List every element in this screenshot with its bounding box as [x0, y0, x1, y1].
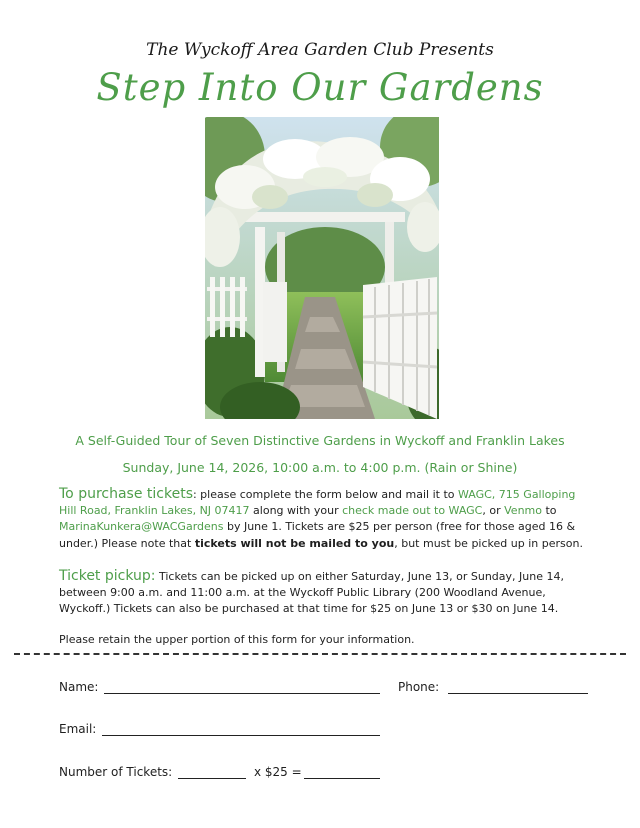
- presents-line: The Wyckoff Area Garden Club Presents: [146, 40, 494, 60]
- purchase-text-3: , or: [482, 504, 505, 518]
- garden-gate-photo: [205, 117, 439, 419]
- name-field[interactable]: [104, 693, 380, 694]
- cut-line: [14, 653, 626, 655]
- email-label: Email:: [59, 722, 97, 736]
- pickup-text: Tickets can be picked up on either Saturday, June 13, or Sunday, June 14, between 9:00 a.m. and 11:00 a.m. at the Wyckoff Public Library (200 Woodland Avenue, Wyckoff.) Tickets can also be purchased at that time for $25 on June 13 or $30 on June 14.: [59, 570, 564, 616]
- page-title: Step Into Our Gardens: [96, 66, 544, 109]
- tour-subtitle: A Self-Guided Tour of Seven Distinctive Gardens in Wyckoff and Franklin Lakes: [75, 433, 565, 448]
- purchase-text-6: , but must be picked up in person.: [394, 536, 583, 550]
- total-field[interactable]: [304, 778, 380, 779]
- mailing-address: WAGC, 715 Galloping Hill Road, Franklin Lakes, NJ 07417: [59, 488, 576, 518]
- venmo-label: Venmo: [504, 504, 542, 518]
- purchase-paragraph: [59, 486, 584, 552]
- purchase-heading: To purchase tickets: [59, 486, 193, 502]
- retain-note: Please retain the upper portion of this form for your information.: [59, 633, 415, 646]
- pickup-paragraph: [59, 568, 584, 618]
- tickets-count-field[interactable]: [178, 778, 246, 779]
- no-mail-notice: tickets will not be mailed to you: [194, 536, 395, 550]
- phone-label: Phone:: [398, 680, 440, 694]
- tickets-label: Number of Tickets:: [59, 765, 173, 779]
- name-label: Name:: [59, 680, 99, 694]
- purchase-text-4: to: [541, 504, 557, 518]
- phone-field[interactable]: [448, 693, 588, 694]
- purchase-text-2: along with your: [249, 504, 343, 518]
- purchase-text-1: : please complete the form below and mail it to: [192, 488, 458, 501]
- check-instruction: check made out to WAGC: [342, 504, 483, 518]
- venmo-handle: MarinaKunkera@WACGardens: [59, 520, 224, 534]
- tour-date: Sunday, June 14, 2026, 10:00 a.m. to 4:00 p.m. (Rain or Shine): [122, 460, 518, 475]
- pickup-heading: Ticket pickup:: [59, 568, 156, 584]
- price-label: x $25 =: [254, 765, 302, 779]
- email-field[interactable]: [102, 735, 380, 736]
- purchase-text-5: by June 1. Tickets are $25 per person (free for those aged 16 & under.) Please note that: [59, 520, 576, 550]
